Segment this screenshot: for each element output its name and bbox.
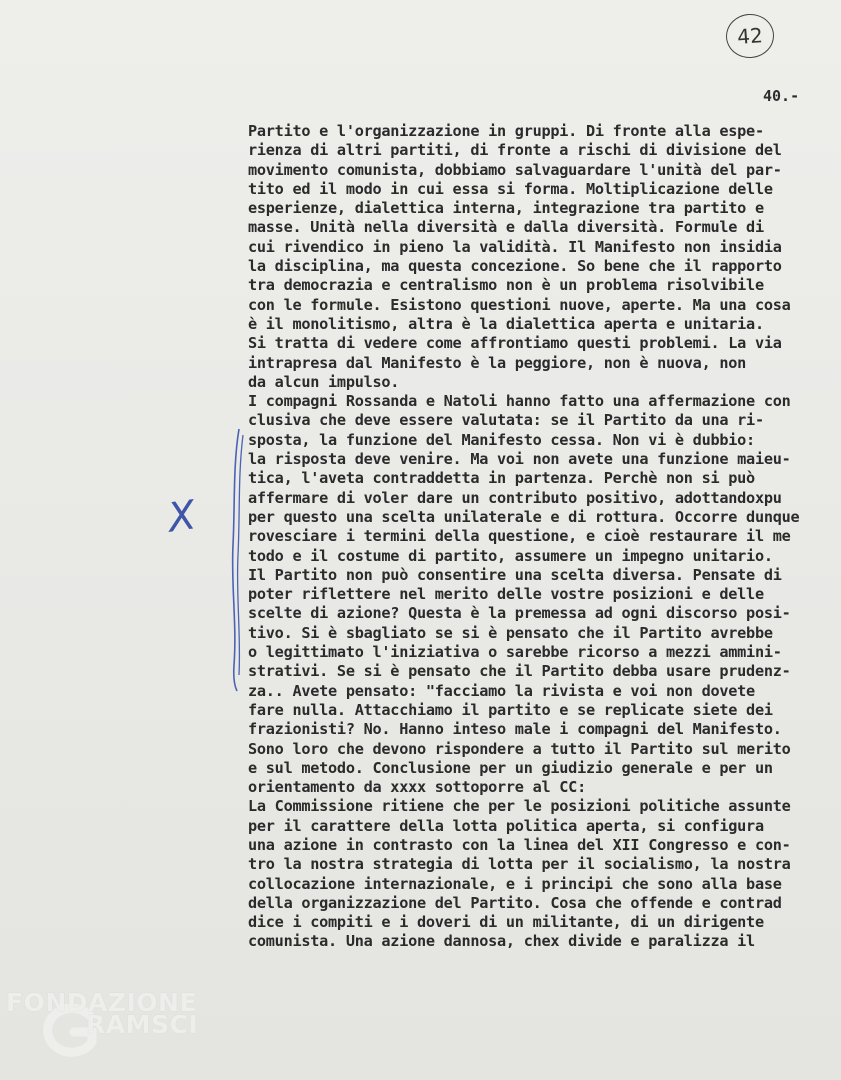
text-line: da alcun impulso.: [248, 372, 400, 391]
text-line: tivo. Si è sbagliato se si è pensato che il Partito avrebbe: [248, 623, 773, 642]
typed-text-body: [248, 122, 841, 952]
text-line: fare nulla. Attacchiamo il partito e se replicate siete dei: [248, 700, 773, 719]
text-line: tito ed il modo in cui essa si forma. Moltiplicazione delle: [248, 179, 773, 198]
watermark-line-2: RAMSCI: [86, 1010, 199, 1039]
text-line: frazionisti? No. Hanno inteso male i compagni del Manifesto.: [248, 720, 782, 739]
archive-number-stamp: 42: [725, 12, 776, 59]
text-line: I compagni Rossanda e Natoli hanno fatto una affermazione con: [248, 392, 791, 411]
text-line: è il monolitismo, altra è la dialettica aperta e unitaria.: [248, 314, 764, 333]
text-line: una azione in contrasto con la linea del XII Congresso e con-: [248, 835, 791, 854]
text-line: Partito e l'organizzazione in gruppi. Di fronte alla espe-: [248, 122, 764, 140]
text-line: e sul metodo. Conclusione per un giudizio generale e per un: [248, 758, 773, 777]
text-line: dice i compiti e i doveri di un militante, di un dirigente: [248, 913, 764, 932]
page-number: 40.-: [763, 87, 800, 105]
text-line: Sono loro che devono rispondere a tutto il Partito sul merito: [248, 739, 791, 758]
text-line: intrapresa dal Manifesto è la peggiore, non è nuova, non: [248, 353, 747, 372]
text-line: scelte di azione? Questa è la premessa ad ogni discorso posi-: [248, 604, 791, 623]
fondazione-gramsci-watermark: [4, 988, 214, 1068]
watermark-line-1: FONDAZIONE: [6, 988, 198, 1017]
text-line: Il Partito non può consentire una scelta diversa. Pensate di: [248, 565, 782, 584]
text-line: o legittimato l'iniziativa o sarebbe ricorso a mezzi ammini-: [248, 643, 782, 662]
text-line: cui rivendico in pieno la validità. Il Manifesto non insidia: [248, 237, 782, 256]
text-line: poter riflettere nel merito delle vostre posizioni e delle: [248, 585, 764, 604]
text-line: strativi. Se si è pensato che il Partito debba usare prudenz-: [248, 662, 791, 681]
text-line: masse. Unità nella diversità e dalla diversità. Formule di: [248, 218, 764, 237]
text-line: con le formule. Esistono questioni nuove, aperte. Ma una cosa: [248, 295, 791, 314]
margin-x-mark: X: [164, 492, 199, 542]
text-line: della organizzazione del Partito. Cosa che offende e contrad: [248, 893, 782, 912]
text-line: affermare di voler dare un contributo positivo, adottandoxpu: [248, 488, 782, 507]
text-line: za.. Avete pensato: "facciamo la rivista e voi non dovete: [248, 681, 755, 700]
text-line: rovesciare i termini della questione, e cioè restaurare il me: [248, 527, 791, 546]
text-line: la disciplina, ma questa concezione. So bene che il rapporto: [248, 257, 782, 276]
text-line: tro la nostra strategia di lotta per il socialismo, la nostra: [248, 855, 791, 874]
text-line: tra democrazia e centralismo non è un problema risolvibile: [248, 276, 764, 295]
text-line: movimento comunista, dobbiamo salvaguardare l'unità del par-: [248, 160, 782, 179]
text-line: sposta, la funzione del Manifesto cessa. Non vi è dubbio:: [248, 430, 755, 449]
text-line: esperienze, dialettica interna, integrazione tra partito e: [248, 199, 764, 218]
text-line: clusiva che deve essere valutata: se il Partito da una ri-: [248, 411, 764, 430]
margin-bracket-mark: [225, 425, 247, 695]
text-line: per il carattere della lotta politica aperta, si configura: [248, 816, 764, 835]
text-line: todo e il costume di partito, assumere un impegno unitario.: [248, 546, 773, 565]
text-line: comunista. Una azione dannosa, chex divide e paralizza il: [248, 932, 755, 951]
text-line: orientamento da xxxx sottoporre al CC:: [248, 778, 586, 797]
text-line: Si tratta di vedere come affrontiamo questi problemi. La via: [248, 334, 782, 353]
text-line: tica, l'aveta contraddetta in partenza. Perchè non si può: [248, 469, 755, 488]
text-line: rienza di altri partiti, di fronte a rischi di divisione del: [248, 141, 782, 160]
text-line: La Commissione ritiene che per le posizioni politiche assunte: [248, 797, 791, 816]
text-line: collocazione internazionale, e i principi che sono alla base: [248, 874, 782, 893]
text-line: per questo una scelta unilaterale e di rottura. Occorre dunque: [248, 507, 800, 526]
text-line: la risposta deve venire. Ma voi non avete una funzione maieu-: [248, 450, 791, 469]
